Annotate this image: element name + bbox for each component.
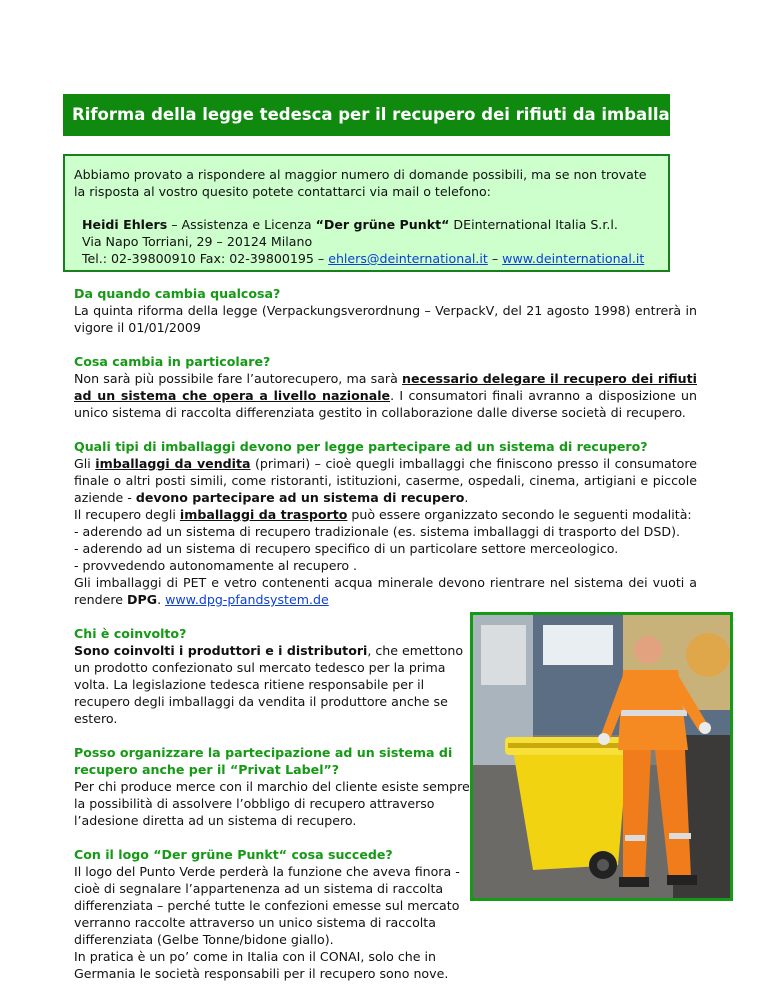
- faq-section-when: [74, 285, 697, 336]
- contact-details: [82, 216, 658, 267]
- answer-fragment: può essere organizzato secondo le seguenti modalità:: [347, 507, 692, 522]
- faq-section-logo: [74, 846, 474, 982]
- answer-fragment: , che emettono un prodotto confezionato sul mercato tedesco per la prima volta. La legislazione tedesca ritiene responsabile per il recupero degli imballaggi da vendita il produttore anche se estero.: [74, 643, 464, 726]
- list-item: - aderendo ad un sistema di recupero specifico di un particolare settore merceologico.: [74, 541, 619, 556]
- question-heading: Posso organizzare la partecipazione ad un sistema di recupero anche per il “Privat Label”?: [74, 745, 453, 777]
- answer-fragment: Non sarà più possibile fare l’autorecupero, ma sarà: [74, 371, 403, 386]
- list-item: - provvedendo autonomamente al recupero .: [74, 558, 358, 573]
- dpg-label: DPG: [127, 592, 158, 607]
- answer-fragment: .: [464, 490, 469, 505]
- contact-role: – Assistenza e Licenza: [167, 217, 316, 232]
- faq-section-private-label: [74, 744, 474, 829]
- answer-emphasis: devono partecipare ad un sistema di recupero: [135, 490, 465, 505]
- answer-text: [74, 574, 697, 608]
- dpg-link[interactable]: www.dpg-pfandsystem.de: [165, 592, 329, 607]
- company-name: DEinternational Italia S.r.l.: [449, 217, 618, 232]
- question-heading: Cosa cambia in particolare?: [74, 354, 271, 369]
- contact-box: [63, 154, 670, 272]
- answer-text: [74, 370, 697, 421]
- answer-fragment: Il recupero degli: [74, 507, 180, 522]
- contact-phones: Tel.: 02-39800910 Fax: 02-39800195 –: [82, 251, 329, 266]
- answer-fragment: . I consumatori finali avranno a disposizione un unico sistema di raccolta differenziata gestito in collaborazione dalle diverse società di recupero.: [74, 388, 697, 420]
- link-separator: –: [487, 251, 503, 266]
- answer-emphasis: Sono coinvolti i produttori e i distributori: [74, 643, 368, 658]
- email-link[interactable]: ehlers@deinternational.it: [328, 251, 488, 266]
- question-heading: Con il logo “Der grüne Punkt“ cosa succede?: [74, 847, 393, 862]
- brand-name: “Der grüne Punkt“: [315, 217, 450, 232]
- answer-text: [74, 506, 697, 523]
- contact-address: Via Napo Torriani, 29 – 20124 Milano: [82, 234, 313, 249]
- answer-text: Per chi produce merce con il marchio del cliente esiste sempre la possibilità di assolvere l’obbligo di recupero attraverso l’adesione diretta ad un sistema di recupero.: [74, 779, 470, 828]
- question-heading: Da quando cambia qualcosa?: [74, 286, 281, 301]
- faq-section-changes: [74, 353, 697, 421]
- answer-fragment: Gli imballaggi di PET e vetro contenenti acqua minerale devono rientrare nel sistema dei vuoti a rendere: [74, 575, 697, 607]
- question-heading: Quali tipi di imballaggi devono per legge partecipare ad un sistema di recupero?: [74, 439, 648, 454]
- term-sales-packaging: imballaggi da vendita: [95, 456, 251, 471]
- worker-with-yellow-bin-image: [473, 615, 730, 898]
- website-link[interactable]: www.deinternational.it: [502, 251, 645, 266]
- contact-person-line: [82, 216, 658, 233]
- term-transport-packaging: imballaggi da trasporto: [179, 507, 348, 522]
- answer-emphasis: necessario delegare il recupero dei rifiuti ad un sistema che opera a livello nazionale: [74, 371, 697, 403]
- contact-name: Heidi Ehlers: [82, 217, 168, 232]
- page-title: Riforma della legge tedesca per il recupero dei rifiuti da imballaggi: [63, 94, 670, 136]
- options-list: [74, 523, 697, 574]
- answer-text: In pratica è un po’ come in Italia con il CONAI, solo che in Germania le società responsabili per il recupero sono nove.: [74, 949, 449, 981]
- answer-text: [74, 455, 697, 506]
- answer-text: Il logo del Punto Verde perderà la funzione che aveva finora - cioè di segnalare l’appartenenza ad un sistema di raccolta differenziata – perché tutte le confezioni emesse sul mercato verranno raccolte attraverso un unico sistema di raccolta differenziata (Gelbe Tonne/bidone giallo).: [74, 864, 460, 947]
- contact-intro: Abbiamo provato a rispondere al maggior numero di domande possibili, ma se non trovate la risposta al vostro quesito potete contattarci via mail o telefono:: [74, 167, 647, 199]
- question-heading: Chi è coinvolto?: [74, 626, 187, 641]
- list-item: - aderendo ad un sistema di recupero tradizionale (es. sistema imballaggi di trasporto del DSD).: [74, 524, 680, 539]
- contact-phone-line: [82, 250, 658, 267]
- answer-fragment: (primari) – cioè quegli imballaggi che finiscono presso il consumatore finale o altri posti simili, come ristoranti, istituzioni, caserme, ospedali, cinema, artigiani e piccole aziende -: [74, 456, 698, 505]
- worker-photo: [470, 612, 733, 901]
- answer-text: La quinta riforma della legge (Verpackungsverordnung – VerpackV, del 21 agosto 1998) entrerà in vigore il 01/01/2009: [74, 303, 697, 335]
- faq-section-packaging-types: [74, 438, 697, 608]
- answer-fragment: .: [157, 592, 166, 607]
- answer-text: [74, 642, 474, 727]
- faq-section-who: [74, 625, 474, 727]
- answer-fragment: Gli: [74, 456, 96, 471]
